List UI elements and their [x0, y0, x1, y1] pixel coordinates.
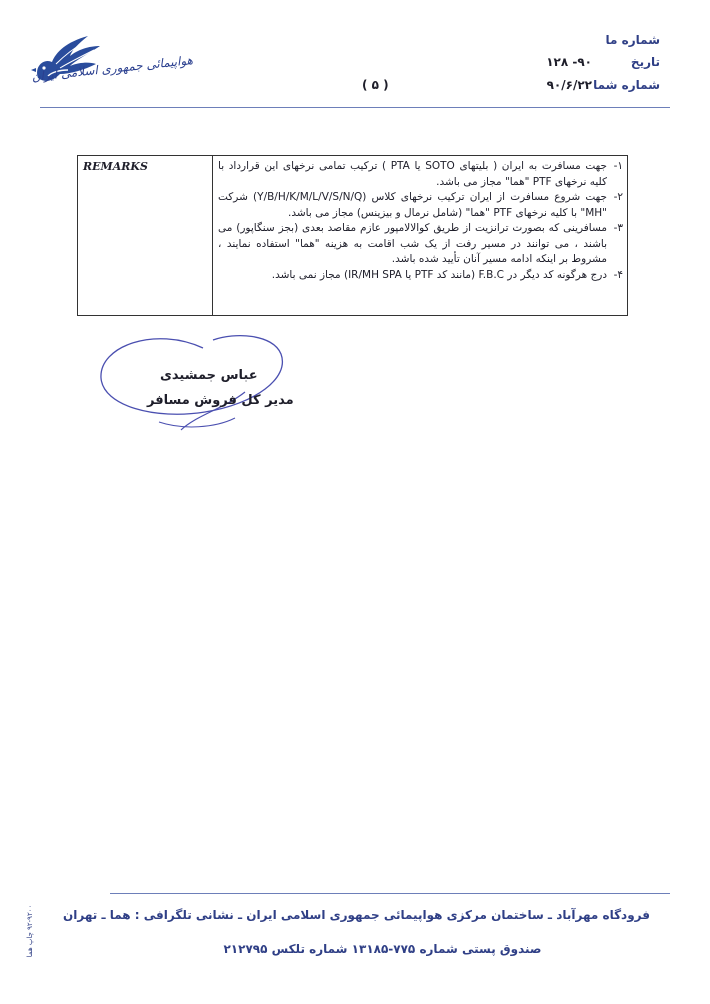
- remark-item: [218, 159, 623, 190]
- remark-item: [218, 268, 623, 284]
- your-number-value: ۹۰/۶/۲۲: [546, 78, 592, 92]
- remark-item: [218, 221, 623, 268]
- your-number-label: شماره شما: [593, 78, 660, 92]
- remark-number: ۳-: [613, 222, 623, 234]
- remark-number: ۴-: [613, 268, 623, 281]
- remark-number: ۲-: [613, 191, 623, 203]
- remark-text: جهت مسافرت به ایران ( بلیتهای SOTO یا PTA ) ترکیب تمامی نرخهای این قرارداد با کلیه نرخهای PTF "هما" مجاز می باشد.: [218, 160, 607, 188]
- remarks-table: [77, 155, 628, 316]
- remarks-column-divider: [212, 156, 213, 315]
- remark-text: جهت شروع مسافرت از ایران ترکیب نرخهای کلاس (Y/B/H/K/M/L/V/S/N/Q) شرکت "MH" با کلیه نرخهای PTF "هما" (شامل نرمال و بیزینس) مجاز می باشد.: [218, 191, 607, 219]
- form-code: ۹۲-۹۲۰۰ چاپ هما: [26, 904, 34, 958]
- footer-pobox: صندوق پستی شماره ۷۷۵-۱۳۱۸۵ شماره تلکس ۲۱۲۷۹۵: [223, 942, 542, 956]
- signer-title: مدیر کل فروش مسافر: [147, 393, 294, 408]
- remarks-list: [218, 159, 623, 283]
- remark-text: درج هرگونه کد دیگر در F.B.C (مانند کد PTF یا IR/MH SPA) مجاز نمی باشد.: [271, 268, 607, 281]
- remark-text: مسافرینی که بصورت ترانزیت از طریق کوالالامپور عازم مقاصد بعدی (بجز سنگاپور) می باشند ، می توانند در مسیر رفت از یک شب اقامت به هزینه "هما" استفاده نمایند ، مشروط بر اینکه ادامه مسیر آنان تأیید شده باشد.: [218, 222, 607, 265]
- remarks-label: REMARKS: [83, 160, 148, 173]
- header-divider: [40, 107, 670, 108]
- date-value: ۹۰- ۱۲۸: [546, 55, 592, 69]
- footer-divider: [110, 893, 670, 894]
- page-number: ( ۵ ): [362, 78, 389, 92]
- footer-address: فرودگاه مهرآباد ـ ساختمان مرکزی هواپیمائی جمهوری اسلامی ایران ـ نشانی تلگرافی : هما ـ تهران: [63, 908, 650, 922]
- airline-name: هواپیمائی جمهوری اسلامی ایران: [30, 53, 194, 84]
- remark-number: ۱-: [613, 160, 623, 172]
- our-number-label: شماره ما: [605, 33, 660, 47]
- date-label: تاریخ: [630, 55, 660, 69]
- remark-item: [218, 190, 623, 221]
- signer-name: عباس جمشیدی: [160, 368, 258, 383]
